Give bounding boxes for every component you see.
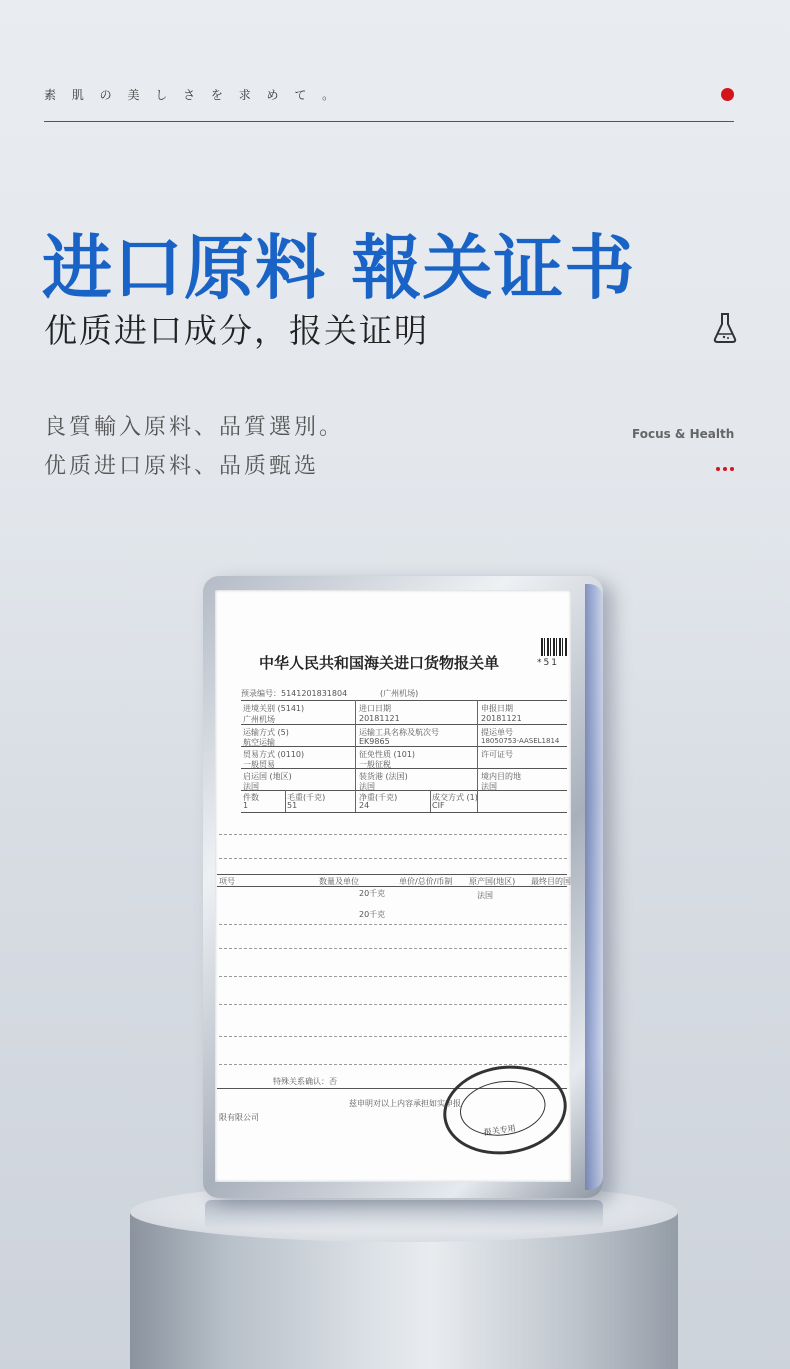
field-label: 申报日期 <box>481 704 513 713</box>
page-title: 进口原料 報关证书 <box>42 227 636 309</box>
frame-side-edge <box>585 584 603 1190</box>
field-value: EK9865 <box>359 737 390 746</box>
document-title: 中华人民共和国海关进口货物报关单 <box>259 654 500 672</box>
description-line-2: 优质进口原料、品质甄选 <box>44 454 320 479</box>
goods-header: 单价/总价/币制 <box>399 877 453 886</box>
field-value: 广州机场 <box>243 715 275 724</box>
focus-health-label: Focus & Health <box>632 427 735 441</box>
more-dots-icon <box>716 467 736 473</box>
field-value: 20181121 <box>359 714 400 723</box>
field-value: 18050753-AASEL1814 <box>481 737 560 745</box>
field-label: 贸易方式 (0110) <box>243 750 305 759</box>
field-label: 境内目的地 <box>481 772 521 781</box>
field-label: 提运单号 <box>481 728 513 737</box>
goods-header: 原产国(地区) <box>469 877 516 886</box>
barcode-icon <box>541 638 567 656</box>
field-value: 一般贸易 <box>243 760 275 769</box>
field-label: 启运国 (地区) <box>243 772 292 781</box>
barcode-number: *51 <box>537 658 559 668</box>
goods-qty: 20千克 <box>359 910 386 919</box>
page-subtitle: 优质进口成分，报关证明 <box>44 311 429 350</box>
field-label: 净重(千克) <box>359 793 398 802</box>
customs-declaration-document <box>215 590 571 1182</box>
field-value: 24 <box>359 801 370 810</box>
field-value: 51 <box>287 801 298 810</box>
field-label: 毛重(千克) <box>287 793 326 802</box>
declaration-number: 预录编号：5141201831804 <box>241 689 348 698</box>
customs-seal-icon <box>437 1058 571 1162</box>
goods-header: 最终目的国 <box>531 877 571 886</box>
goods-header: 项号 <box>219 877 235 886</box>
frame-reflection <box>205 1200 603 1230</box>
declaration-statement: 兹申明对以上内容承担如实申报 <box>349 1099 461 1108</box>
field-label: 运输方式 (5) <box>243 728 289 737</box>
flask-icon <box>712 312 738 344</box>
header-divider <box>44 121 734 122</box>
brand-tagline: 素 肌 の 美 し さ を 求 め て 。 <box>44 88 341 102</box>
field-label: 进境关别 (5141) <box>243 704 305 713</box>
special-relationship-note: 特殊关系确认：否 <box>273 1077 337 1086</box>
seal-text: 报关专用 <box>483 1123 517 1138</box>
field-value: 航空运输 <box>243 738 275 747</box>
red-dot-icon <box>721 88 734 101</box>
field-label: 件数 <box>243 793 259 802</box>
field-value: 法国 <box>359 782 375 791</box>
goods-header: 数量及单位 <box>319 877 359 886</box>
field-value: 1 <box>243 801 249 810</box>
field-value: 一般征税 <box>359 760 391 769</box>
company-name: 限有限公司 <box>219 1113 259 1122</box>
customs-office: (广州机场) <box>380 689 419 698</box>
top-bar <box>44 86 734 106</box>
field-label: 成交方式 (1) <box>432 793 478 802</box>
field-label: 运输工具名称及航次号 <box>359 728 439 737</box>
field-label: 装货港 (法国) <box>359 772 408 781</box>
goods-qty: 20千克 <box>359 889 386 898</box>
field-label: 征免性质 (101) <box>359 750 416 759</box>
field-label: 进口日期 <box>359 704 391 713</box>
field-value: 法国 <box>481 782 497 791</box>
description-line-1: 良質輸入原料、品質選別。 <box>44 415 345 440</box>
field-value: 20181121 <box>481 714 522 723</box>
field-value: 法国 <box>243 782 259 791</box>
field-label: 许可证号 <box>481 750 513 759</box>
field-value: CIF <box>432 801 445 810</box>
goods-origin: 法国 <box>477 891 493 900</box>
